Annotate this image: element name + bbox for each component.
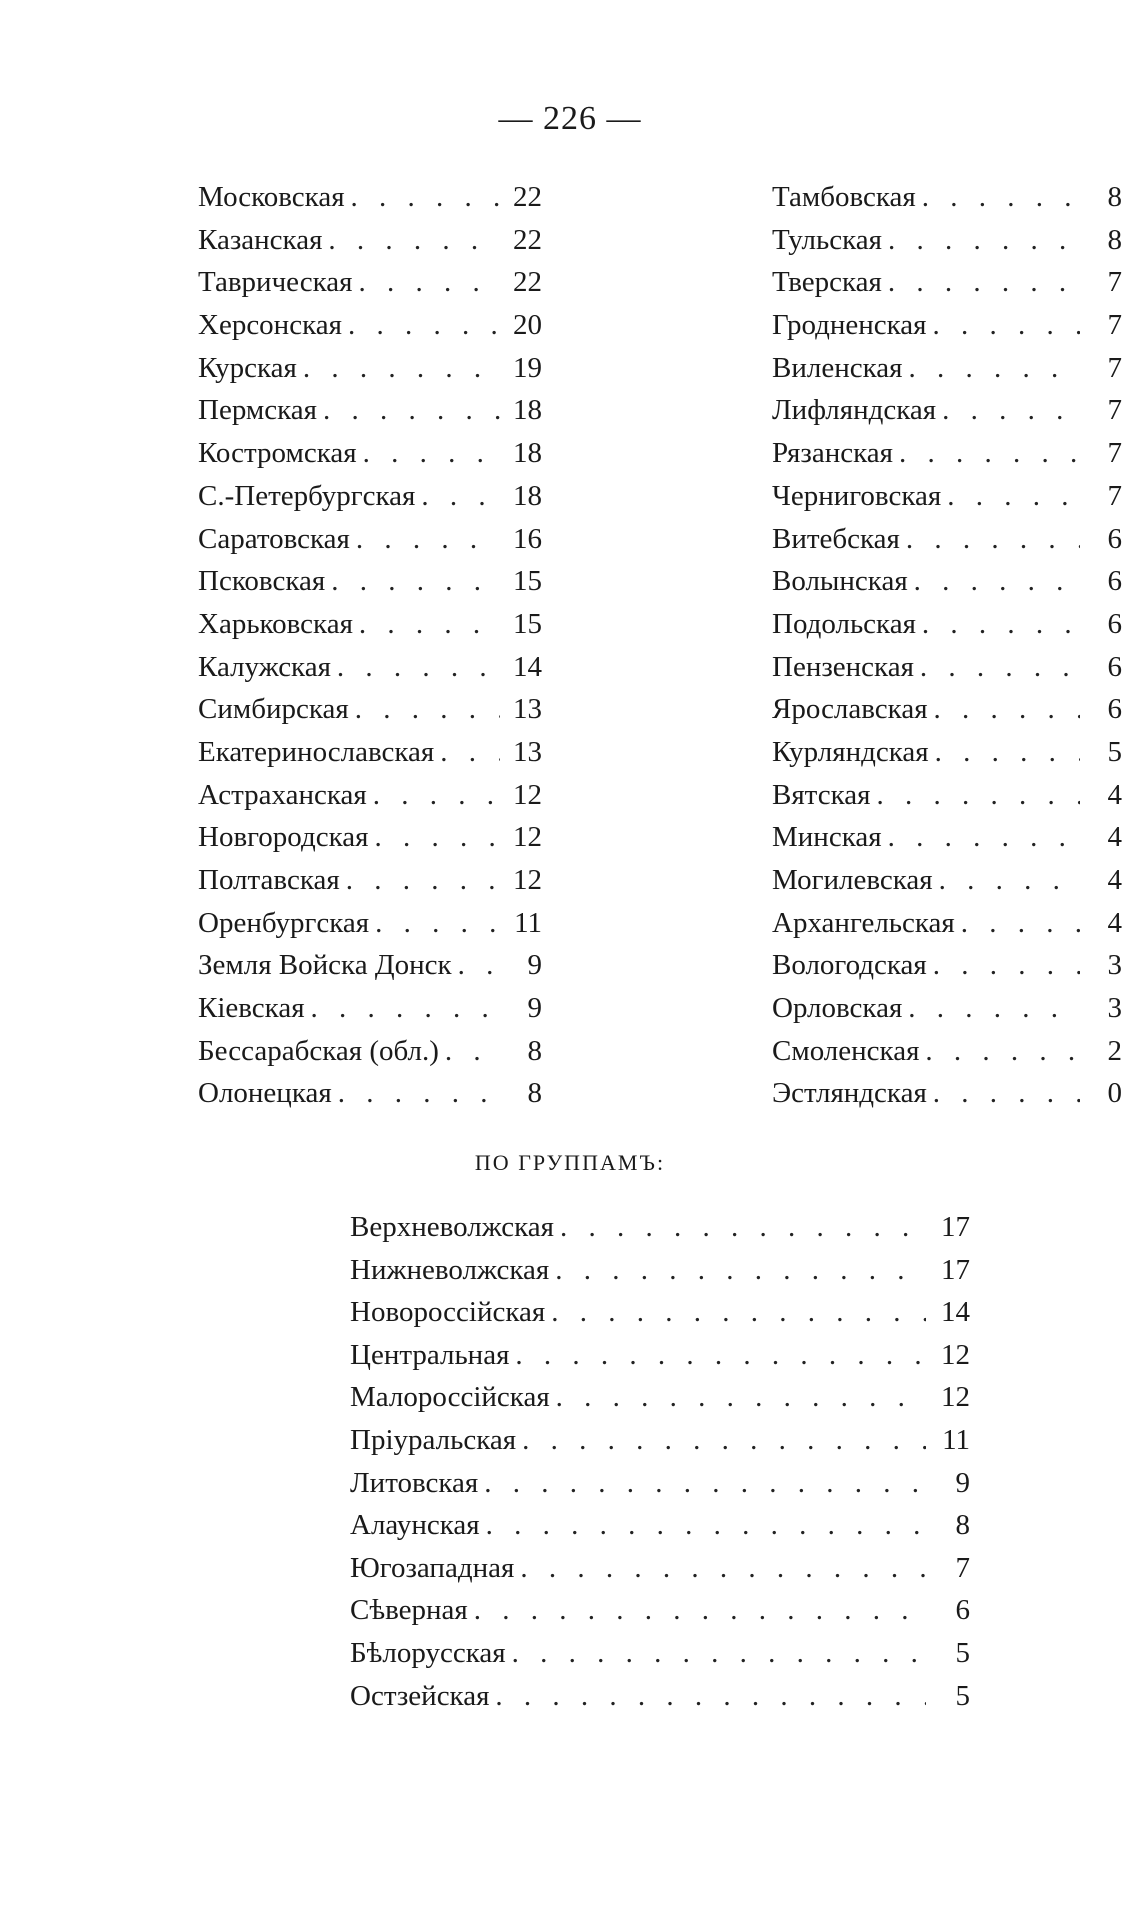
- list-item: [772, 1030, 1122, 1073]
- dot-leader: [486, 1504, 926, 1547]
- province-value: 12: [513, 821, 542, 854]
- province-name: Казанская: [198, 223, 323, 256]
- dot-leader: [933, 944, 1080, 987]
- province-name: Вологодская: [772, 949, 927, 982]
- dot-leader: [555, 1249, 926, 1292]
- list-item: [198, 859, 542, 902]
- province-value: 18: [513, 394, 542, 427]
- dot-leader: [933, 304, 1080, 347]
- province-name: Олонецкая: [198, 1077, 332, 1110]
- province-name: Тверская: [772, 266, 882, 299]
- province-value: 22: [513, 266, 542, 299]
- province-value: 15: [513, 607, 542, 640]
- province-name: Херсонская: [198, 309, 342, 342]
- dot-leader: [888, 261, 1080, 304]
- list-item: [198, 902, 542, 945]
- dot-leader: [512, 1632, 926, 1675]
- list-item: [772, 731, 1122, 774]
- dot-leader: [355, 688, 500, 731]
- dot-leader: [520, 1547, 926, 1590]
- province-name: Новгородская: [198, 821, 369, 854]
- province-name: Харьковская: [198, 607, 353, 640]
- group-value: 6: [955, 1594, 970, 1627]
- province-name: Гродненская: [772, 309, 927, 342]
- province-value: 18: [513, 437, 542, 470]
- dot-leader: [942, 389, 1080, 432]
- dot-leader: [961, 902, 1080, 945]
- group-value: 5: [955, 1636, 970, 1669]
- list-item: [198, 603, 542, 646]
- list-item: [198, 304, 542, 347]
- province-name: Витебская: [772, 522, 900, 555]
- province-name: Пензенская: [772, 650, 914, 683]
- dot-leader: [888, 816, 1080, 859]
- province-name: Бессарабская (обл.): [198, 1034, 439, 1067]
- group-value: 7: [955, 1551, 970, 1584]
- province-name: Московская: [198, 181, 345, 213]
- list-item: [772, 389, 1122, 432]
- province-name: С.-Петербургская: [198, 479, 416, 512]
- dot-leader: [359, 603, 500, 646]
- right-province-list: [772, 176, 1122, 1115]
- dot-leader: [560, 1206, 926, 1249]
- province-value: 22: [513, 223, 542, 256]
- province-name: Симбирская: [198, 693, 349, 726]
- list-item: [772, 432, 1122, 475]
- province-value: 8: [1107, 181, 1122, 213]
- province-value: 9: [527, 949, 542, 982]
- province-name: Минская: [772, 821, 882, 854]
- list-item: [198, 518, 542, 561]
- list-item: [198, 816, 542, 859]
- province-value: 3: [1107, 992, 1122, 1025]
- group-name: Пріуральская: [350, 1423, 517, 1456]
- list-item: [198, 475, 542, 518]
- province-name: Земля Войска Донск: [198, 949, 452, 982]
- list-item: [772, 261, 1122, 304]
- province-value: 6: [1107, 522, 1122, 555]
- province-name: Псковская: [198, 565, 326, 598]
- list-item: [198, 432, 542, 475]
- group-value: 12: [941, 1338, 970, 1371]
- province-value: 4: [1107, 906, 1122, 939]
- dot-leader: [356, 518, 500, 561]
- dot-leader: [331, 560, 500, 603]
- province-value: 2: [1107, 1034, 1122, 1067]
- list-item: [198, 646, 542, 689]
- group-name: Нижневолжская: [350, 1253, 550, 1286]
- group-name: Алаунская: [350, 1509, 480, 1542]
- province-value: 9: [527, 992, 542, 1025]
- province-name: Оренбургская: [198, 906, 370, 939]
- list-item: [198, 219, 542, 262]
- dot-leader: [935, 731, 1080, 774]
- list-item: [772, 688, 1122, 731]
- list-item: [772, 219, 1122, 262]
- province-name: Тульская: [772, 223, 882, 256]
- list-item: [198, 1072, 542, 1115]
- province-value: 18: [513, 479, 542, 512]
- list-item: [198, 944, 542, 987]
- groups-heading: ПО ГРУППАМЪ:: [474, 1150, 666, 1175]
- province-value: 8: [527, 1034, 542, 1067]
- province-value: 19: [513, 351, 542, 384]
- group-name: Малороссійская: [350, 1381, 550, 1414]
- province-value: 16: [513, 522, 542, 555]
- list-item: [198, 347, 542, 390]
- dot-leader: [328, 219, 500, 262]
- dot-leader: [323, 389, 500, 432]
- dot-leader: [933, 1072, 1080, 1115]
- dot-leader: [359, 261, 501, 304]
- province-name: Лифляндская: [772, 394, 937, 427]
- group-name: Литовская: [350, 1466, 479, 1499]
- group-value: 12: [941, 1381, 970, 1414]
- province-value: 6: [1107, 693, 1122, 726]
- list-item: [350, 1419, 970, 1462]
- dot-leader: [551, 1291, 926, 1334]
- dot-leader: [914, 560, 1080, 603]
- dot-leader: [876, 774, 1080, 817]
- group-value: 9: [955, 1466, 970, 1499]
- dot-leader: [458, 944, 500, 987]
- province-value: 7: [1107, 437, 1122, 470]
- dot-leader: [311, 987, 500, 1030]
- list-item: [772, 176, 1122, 219]
- province-name: Тамбовская: [772, 181, 916, 213]
- province-value: 4: [1107, 821, 1122, 854]
- province-name: Астраханская: [198, 778, 367, 811]
- dot-leader: [934, 688, 1080, 731]
- list-item: [772, 902, 1122, 945]
- group-name: Югозападная: [350, 1551, 515, 1584]
- province-value: 3: [1107, 949, 1122, 982]
- province-name: Смоленская: [772, 1034, 920, 1067]
- province-name: Рязанская: [772, 437, 893, 470]
- province-value: 12: [513, 778, 542, 811]
- dot-leader: [899, 432, 1080, 475]
- list-item: [772, 304, 1122, 347]
- province-value: 4: [1107, 778, 1122, 811]
- dot-leader: [947, 475, 1080, 518]
- dot-leader: [474, 1589, 926, 1632]
- dot-leader: [346, 859, 500, 902]
- group-value: 5: [955, 1679, 970, 1712]
- dot-leader: [374, 816, 500, 859]
- list-item: [198, 688, 542, 731]
- province-name: Костромская: [198, 437, 357, 470]
- list-item: [350, 1249, 970, 1292]
- province-value: 7: [1107, 479, 1122, 512]
- province-name: Полтавская: [198, 864, 340, 896]
- list-item: [198, 987, 542, 1030]
- province-name: Курская: [198, 351, 297, 384]
- province-name: Екатеринославская: [198, 735, 435, 768]
- dot-leader: [556, 1376, 926, 1419]
- dot-leader: [920, 646, 1080, 689]
- province-value: 6: [1107, 565, 1122, 598]
- list-item: [772, 859, 1122, 902]
- province-name: Ярославская: [772, 693, 928, 726]
- province-name: Кіевская: [198, 992, 305, 1025]
- province-name: Волынская: [772, 565, 908, 598]
- list-item: [350, 1504, 970, 1547]
- group-name: Сѣверная: [350, 1594, 468, 1627]
- province-name: Архангельская: [772, 906, 955, 939]
- dot-leader: [445, 1030, 500, 1073]
- province-value: 6: [1107, 650, 1122, 683]
- province-value: 22: [513, 181, 542, 213]
- list-item: [350, 1462, 970, 1505]
- dot-leader: [375, 902, 500, 945]
- dot-leader: [421, 475, 500, 518]
- dot-leader: [515, 1334, 926, 1377]
- list-item: [772, 816, 1122, 859]
- group-name: Верхневолжская: [350, 1211, 554, 1243]
- list-item: [772, 518, 1122, 561]
- group-name: Бѣлорусская: [350, 1636, 506, 1669]
- left-province-list: [198, 176, 542, 1115]
- province-value: 14: [513, 650, 542, 683]
- province-name: Подольская: [772, 607, 916, 640]
- province-name: Вятская: [772, 778, 871, 811]
- group-name: Центральная: [350, 1338, 510, 1371]
- list-item: [350, 1206, 970, 1249]
- group-value: 17: [941, 1253, 970, 1286]
- dot-leader: [303, 347, 500, 390]
- dot-leader: [495, 1675, 926, 1718]
- list-item: [772, 1072, 1122, 1115]
- province-name: Орловская: [772, 992, 903, 1025]
- group-value: 17: [941, 1211, 970, 1243]
- list-item: [350, 1291, 970, 1334]
- dot-leader: [908, 347, 1080, 390]
- province-name: Калужская: [198, 650, 331, 683]
- list-item: [198, 774, 542, 817]
- page-number: — 226 —: [498, 100, 642, 137]
- dot-leader: [373, 774, 500, 817]
- list-item: [350, 1547, 970, 1590]
- dot-leader: [351, 176, 500, 219]
- dot-leader: [888, 219, 1080, 262]
- province-name: Курляндская: [772, 735, 929, 768]
- province-value: 4: [1107, 864, 1122, 896]
- dot-leader: [484, 1462, 926, 1505]
- province-value: 0: [1107, 1077, 1122, 1110]
- dot-leader: [440, 731, 500, 774]
- dot-leader: [922, 603, 1080, 646]
- dot-leader: [348, 304, 500, 347]
- province-value: 6: [1107, 607, 1122, 640]
- province-value: 20: [513, 309, 542, 342]
- dot-leader: [908, 987, 1080, 1030]
- dot-leader: [363, 432, 500, 475]
- list-item: [350, 1675, 970, 1718]
- group-name: Новороссійская: [350, 1296, 546, 1329]
- province-value: 15: [513, 565, 542, 598]
- list-item: [772, 774, 1122, 817]
- province-value: 7: [1107, 309, 1122, 342]
- list-item: [198, 389, 542, 432]
- list-item: [772, 646, 1122, 689]
- group-value: 8: [955, 1509, 970, 1542]
- province-value: 8: [1107, 223, 1122, 256]
- province-value: 5: [1107, 735, 1122, 768]
- province-name: Эстляндская: [772, 1077, 927, 1110]
- list-item: [772, 603, 1122, 646]
- province-value: 7: [1107, 351, 1122, 384]
- province-value: 13: [513, 735, 542, 768]
- dot-leader: [522, 1419, 926, 1462]
- province-name: Таврическая: [198, 266, 353, 299]
- list-item: [198, 176, 542, 219]
- group-name: Остзейская: [350, 1679, 490, 1712]
- dot-leader: [925, 1030, 1080, 1073]
- dot-leader: [922, 176, 1080, 219]
- list-item: [772, 987, 1122, 1030]
- province-value: 8: [527, 1077, 542, 1110]
- dot-leader: [939, 859, 1080, 902]
- list-item: [198, 1030, 542, 1073]
- list-item: [198, 560, 542, 603]
- province-value: 7: [1107, 394, 1122, 427]
- province-value: 12: [513, 864, 542, 896]
- group-value: 14: [941, 1296, 970, 1329]
- province-value: 13: [513, 693, 542, 726]
- list-item: [772, 347, 1122, 390]
- list-item: [350, 1632, 970, 1675]
- list-item: [350, 1376, 970, 1419]
- province-name: Могилевская: [772, 864, 933, 896]
- province-name: Черниговская: [772, 479, 942, 512]
- list-item: [350, 1334, 970, 1377]
- dot-leader: [338, 1072, 500, 1115]
- dot-leader: [337, 646, 500, 689]
- province-name: Саратовская: [198, 522, 350, 555]
- list-item: [350, 1589, 970, 1632]
- list-item: [772, 944, 1122, 987]
- list-item: [772, 560, 1122, 603]
- list-item: [198, 731, 542, 774]
- group-list: [350, 1206, 970, 1717]
- province-name: Виленская: [772, 351, 903, 384]
- group-value: 11: [942, 1423, 970, 1456]
- province-name: Пермская: [198, 394, 317, 427]
- dot-leader: [906, 518, 1080, 561]
- province-value: 11: [514, 906, 542, 939]
- list-item: [198, 261, 542, 304]
- province-value: 7: [1107, 266, 1122, 299]
- list-item: [772, 475, 1122, 518]
